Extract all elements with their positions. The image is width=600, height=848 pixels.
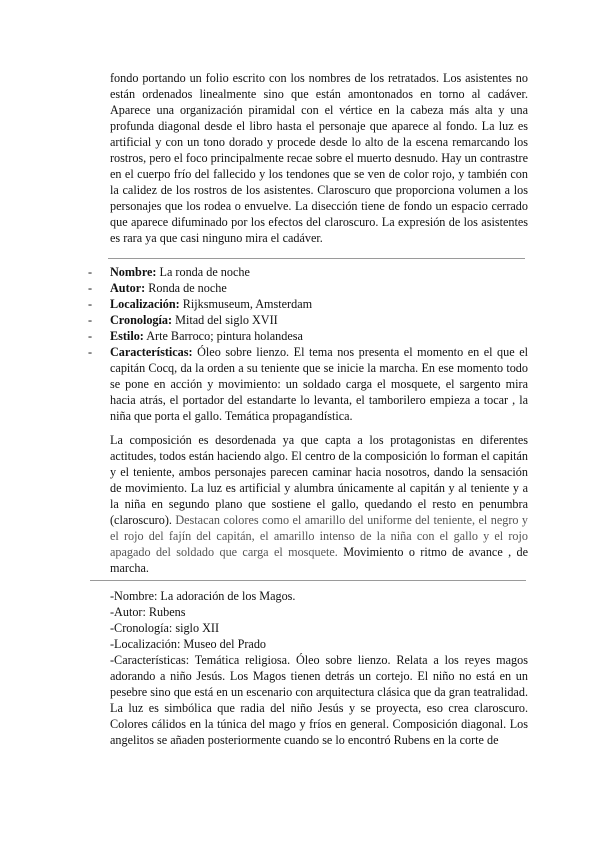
composicion-paragraph bbox=[110, 432, 528, 576]
adoracion-section bbox=[110, 588, 528, 748]
adoracion-caracteristicas: -Características: Temática religiosa. Óleo sobre lienzo. Relata a los reyes magos adorando a niño Jesús. Los Magos tienen detrás un cortejo. El niño no está en un pesebre sino que está en un escenario con arquitectura clásica que da gran teatralidad. La luz es simbólica que radia del niño Jesús y se proyecta, eso crea claroscuro. Colores cálidos en la túnica del mago y fríos en general. Composición diagonal. Los angelitos se añaden posteriormente cuando se lo encontró Rubens en la corte de bbox=[110, 653, 528, 747]
adoracion-nombre: -Nombre: La adoración de los Magos. bbox=[110, 589, 296, 603]
field-value: Arte Barroco; pintura holandesa bbox=[143, 329, 303, 343]
field-value: Mitad del siglo XVII bbox=[172, 313, 278, 327]
field-label: Autor: bbox=[110, 281, 146, 295]
adoracion-localizacion: -Localización: Museo del Prado bbox=[110, 637, 267, 651]
bullet-dash: - bbox=[88, 265, 93, 279]
field-value: Ronda de noche bbox=[145, 281, 227, 295]
list-item-localizacion bbox=[88, 296, 528, 312]
intro-paragraph: fondo portando un folio escrito con los nombres de los retratados. Los asistentes no están ordenados linealmente sino que están amontonados en torno al cadáver. Aparece una organización piramidal con el vértice en la cabeza más alta y una profunda diagonal desde el libro hasta el personaje que aparece al fondo. La luz es artificial y con un tono dorado y procede desde lo alto de la escena remarcando los rostros, pero el foco principalmente recae sobre el muerto desnudo. Hay un contrastre en el cuerpo frío del fallecido y los tendones que se ven de color rojo, y también con la calidez de los rostros de los asistentes. Claroscuro que proporciona volumen a los personajes que los rodea o envuelve. La disección tiene de fondo un espacio cerrado que aparece difuminado por los efectos del claroscuro. La expresión de los asistentes es rara ya que casi ninguno mira el cadáver. bbox=[110, 71, 528, 245]
bullet-dash: - bbox=[88, 297, 93, 311]
field-label: Nombre: bbox=[110, 265, 157, 279]
field-value: Rijksmuseum, Amsterdam bbox=[179, 297, 313, 311]
bullet-dash: - bbox=[88, 329, 93, 343]
list-item-nombre bbox=[88, 264, 528, 280]
movimiento-text: Movimiento o ritmo de avance , de marcha. bbox=[110, 545, 528, 575]
section-divider bbox=[90, 580, 526, 581]
composicion-text: La composición es desordenada ya que capta a los protagonistas en diferentes actitudes, todos están haciendo algo. El centro de la composición lo forman el capitán y el teniente, ambos personajes parecen caminar hacia nosotros, dando la sensación de movimiento. La luz es artificial y alumbra únicamente al capitán y al teniente y a la niña en segundo plano que sostiene el gallo, quedando el resto en penumbra (claroscuro). bbox=[110, 433, 528, 527]
list-item-cronologia bbox=[88, 312, 528, 328]
ronda-details-list bbox=[88, 264, 528, 424]
field-label: Estilo: bbox=[110, 329, 144, 343]
field-label: Características: bbox=[110, 345, 193, 359]
adoracion-cronologia: -Cronología: siglo XII bbox=[110, 621, 219, 635]
bullet-dash: - bbox=[88, 313, 93, 327]
list-item-caracteristicas bbox=[88, 344, 528, 424]
adoracion-autor: -Autor: Rubens bbox=[110, 605, 186, 619]
bullet-dash: - bbox=[88, 281, 93, 295]
list-item-autor bbox=[88, 280, 528, 296]
bullet-dash: - bbox=[88, 345, 93, 359]
section-divider bbox=[108, 258, 525, 259]
colores-text: Destacan colores como el amarillo del uniforme del teniente, el negro y el rojo del fajín del capitán, el amarillo intenso de la niña con el gallo y el rojo apagado del soldado que carga el mosquete. bbox=[110, 513, 528, 559]
field-label: Cronología: bbox=[110, 313, 173, 327]
field-label: Localización: bbox=[110, 297, 180, 311]
list-item-estilo bbox=[88, 328, 528, 344]
field-value: Óleo sobre lienzo. El tema nos presenta el momento en el que el capitán Cocq, da la orden a su teniente que se inicie la marcha. En ese momento todo se pone en acción y movimiento: un soldado carga el mosquete, el sargento mira hacia atrás, el portador del estandarte lo levanta, el tamborilero empieza a tocar , la niña que porta el gallo. Temática propagandística. bbox=[110, 345, 528, 423]
field-value: La ronda de noche bbox=[156, 265, 250, 279]
